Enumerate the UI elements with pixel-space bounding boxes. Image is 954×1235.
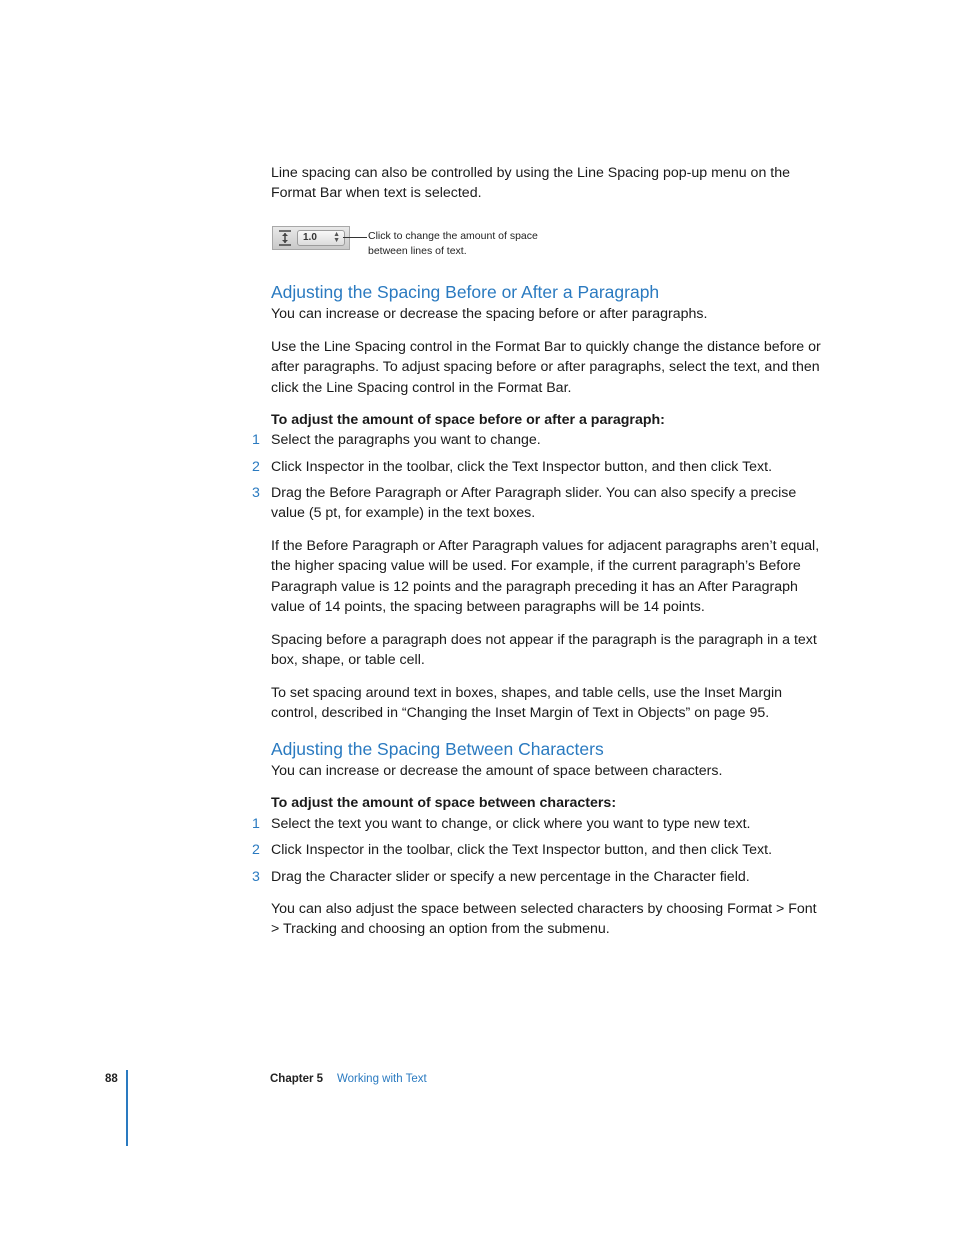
section2-p2: You can also adjust the space between selected characters by choosing Format > Font > Tracking and choosing an option from the submenu. <box>271 901 817 938</box>
line-spacing-value[interactable] <box>297 230 345 246</box>
step-text: Select the text you want to change, or click where you want to type new text. <box>271 816 751 832</box>
line-spacing-icon <box>276 229 294 247</box>
step-text: Click Inspector in the toolbar, click the Text Inspector button, and then click Text. <box>271 459 773 475</box>
section1-p4: Spacing before a paragraph does not appear if the paragraph is the paragraph in a text box, shape, or table cell. <box>271 632 817 669</box>
step-text: Select the paragraphs you want to change. <box>271 432 541 448</box>
line-spacing-popup[interactable] <box>272 226 350 250</box>
footer-rule <box>126 1070 128 1146</box>
section1-p2: Use the Line Spacing control in the Format Bar to quickly change the distance before or after paragraphs. To adjust spacing before or after paragraphs, select the text, and then click the Line Spacing control in the Format Bar. <box>271 339 821 396</box>
section1-p5: To set spacing around text in boxes, shapes, and table cells, use the Inset Margin control, described in “Changing the Inset Margin of Text in Objects” on page 95. <box>271 685 783 722</box>
step-number: 1 <box>252 816 260 832</box>
step-number: 2 <box>252 842 260 858</box>
footer-chapter: Chapter 5 <box>270 1073 324 1085</box>
section2-heading: Adjusting the Spacing Between Characters <box>271 739 604 759</box>
step-number: 3 <box>252 485 260 501</box>
callout-text: Click to change the amount of space between lines of text. <box>368 230 538 257</box>
section2-p1: You can increase or decrease the amount of space between characters. <box>271 763 723 779</box>
stepper-arrows-icon: ▲ ▼ <box>333 231 340 244</box>
step-text: Drag the Before Paragraph or After Paragraph slider. You can also specify a precise value (5 pt, for example) in the text boxes. <box>271 485 797 522</box>
step-text: Click Inspector in the toolbar, click the Text Inspector button, and then click Text. <box>271 842 773 858</box>
section1-heading: Adjusting the Spacing Before or After a Paragraph <box>271 282 660 302</box>
section1-p1: You can increase or decrease the spacing before or after paragraphs. <box>271 306 708 322</box>
step-number: 1 <box>252 432 260 448</box>
line-spacing-value-text: 1.0 <box>303 232 317 243</box>
step-text: Drag the Character slider or specify a new percentage in the Character field. <box>271 869 750 885</box>
intro-paragraph: Line spacing can also be controlled by using the Line Spacing pop-up menu on the Format Bar when text is selected. <box>271 165 790 202</box>
section2-task-heading: To adjust the amount of space between characters: <box>271 795 617 811</box>
footer-chapter-title: Working with Text <box>337 1073 427 1085</box>
step-number: 2 <box>252 459 260 475</box>
page-number: 88 <box>105 1073 118 1085</box>
callout-line <box>343 237 367 238</box>
section1-task-heading: To adjust the amount of space before or after a paragraph: <box>271 412 665 428</box>
step-number: 3 <box>252 869 260 885</box>
section1-p3: If the Before Paragraph or After Paragraph values for adjacent paragraphs aren’t equal, the higher spacing value will be used. For example, if the current paragraph’s Before Paragraph value is 12 points and the paragraph preceding it has an After Paragraph value of 14 points, the spacing between paragraphs will be 14 points. <box>271 538 820 615</box>
